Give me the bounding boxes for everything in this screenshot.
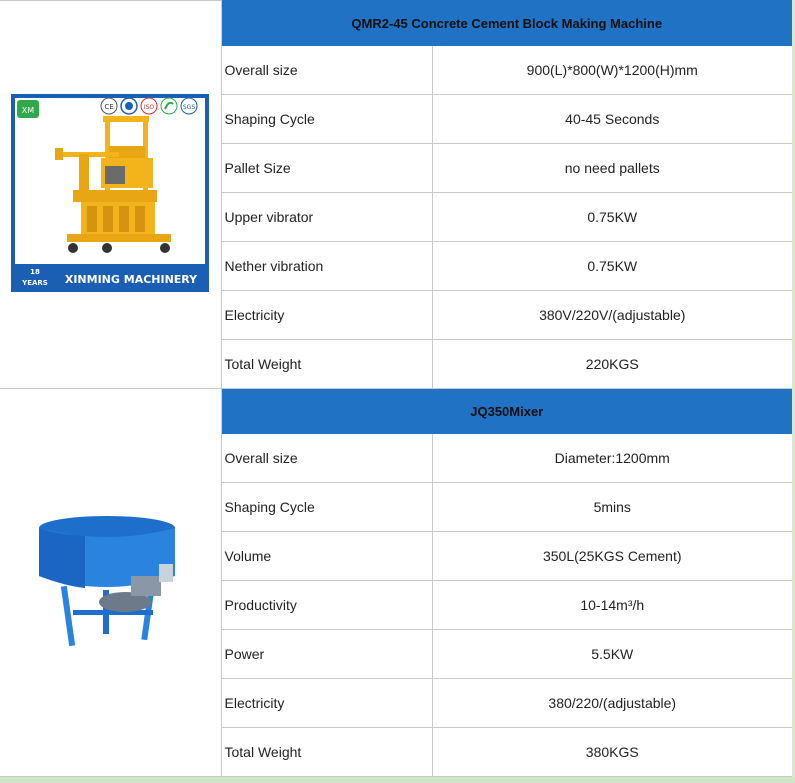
spec-label: Total Weight <box>221 340 432 389</box>
spec-label: Electricity <box>221 291 432 340</box>
spec-label: Power <box>221 630 432 679</box>
spec-label: Shaping Cycle <box>221 95 432 144</box>
spec-label: Overall size <box>221 46 432 95</box>
spec-value: 40-45 Seconds <box>432 95 793 144</box>
spec-label: Total Weight <box>221 728 432 777</box>
spec-value: 220KGS <box>432 340 793 389</box>
spec-value: 380/220/(adjustable) <box>432 679 793 728</box>
svg-text:YEARS: YEARS <box>22 279 49 287</box>
svg-text:ISO: ISO <box>144 104 155 111</box>
svg-text:18: 18 <box>30 268 41 276</box>
mixer-image-cell <box>0 389 221 777</box>
spec-label: Upper vibrator <box>221 193 432 242</box>
spec-value: 10-14m³/h <box>432 581 793 630</box>
mixer-photo <box>35 506 185 659</box>
page-bottom-edge <box>0 777 795 783</box>
svg-text:XM: XM <box>22 106 35 115</box>
mixer-drawing <box>39 516 175 646</box>
spec-label: Overall size <box>221 434 432 483</box>
machine-title: QMR2-45 Concrete Cement Block Making Machine <box>221 1 793 46</box>
mixer-title: JQ350Mixer <box>221 389 793 434</box>
spec-value: 5.5KW <box>432 630 793 679</box>
spec-value: 0.75KW <box>432 242 793 291</box>
spec-value: 380KGS <box>432 728 793 777</box>
svg-text:SGS: SGS <box>183 104 196 111</box>
spec-label: Electricity <box>221 679 432 728</box>
spec-label: Nether vibration <box>221 242 432 291</box>
spec-value: 0.75KW <box>432 193 793 242</box>
machine-header-row <box>0 1 793 46</box>
mixer-header-row <box>0 389 793 434</box>
spec-value: 350L(25KGS Cement) <box>432 532 793 581</box>
spec-value: 380V/220V/(adjustable) <box>432 291 793 340</box>
block-machine-illustration <box>11 94 209 292</box>
spec-label: Shaping Cycle <box>221 483 432 532</box>
spec-value: no need pallets <box>432 144 793 193</box>
block-machine-photo <box>11 94 209 295</box>
spec-value: Diameter:1200mm <box>432 434 793 483</box>
spec-label: Pallet Size <box>221 144 432 193</box>
block-machine-image-cell <box>0 1 221 389</box>
spec-label: Volume <box>221 532 432 581</box>
spec-value: 5mins <box>432 483 793 532</box>
svg-text:CE: CE <box>104 103 114 111</box>
brand-name: XINMING MACHINERY <box>65 273 198 286</box>
spec-label: Productivity <box>221 581 432 630</box>
mixer-illustration <box>35 506 185 656</box>
spec-value: 900(L)*800(W)*1200(H)mm <box>432 46 793 95</box>
